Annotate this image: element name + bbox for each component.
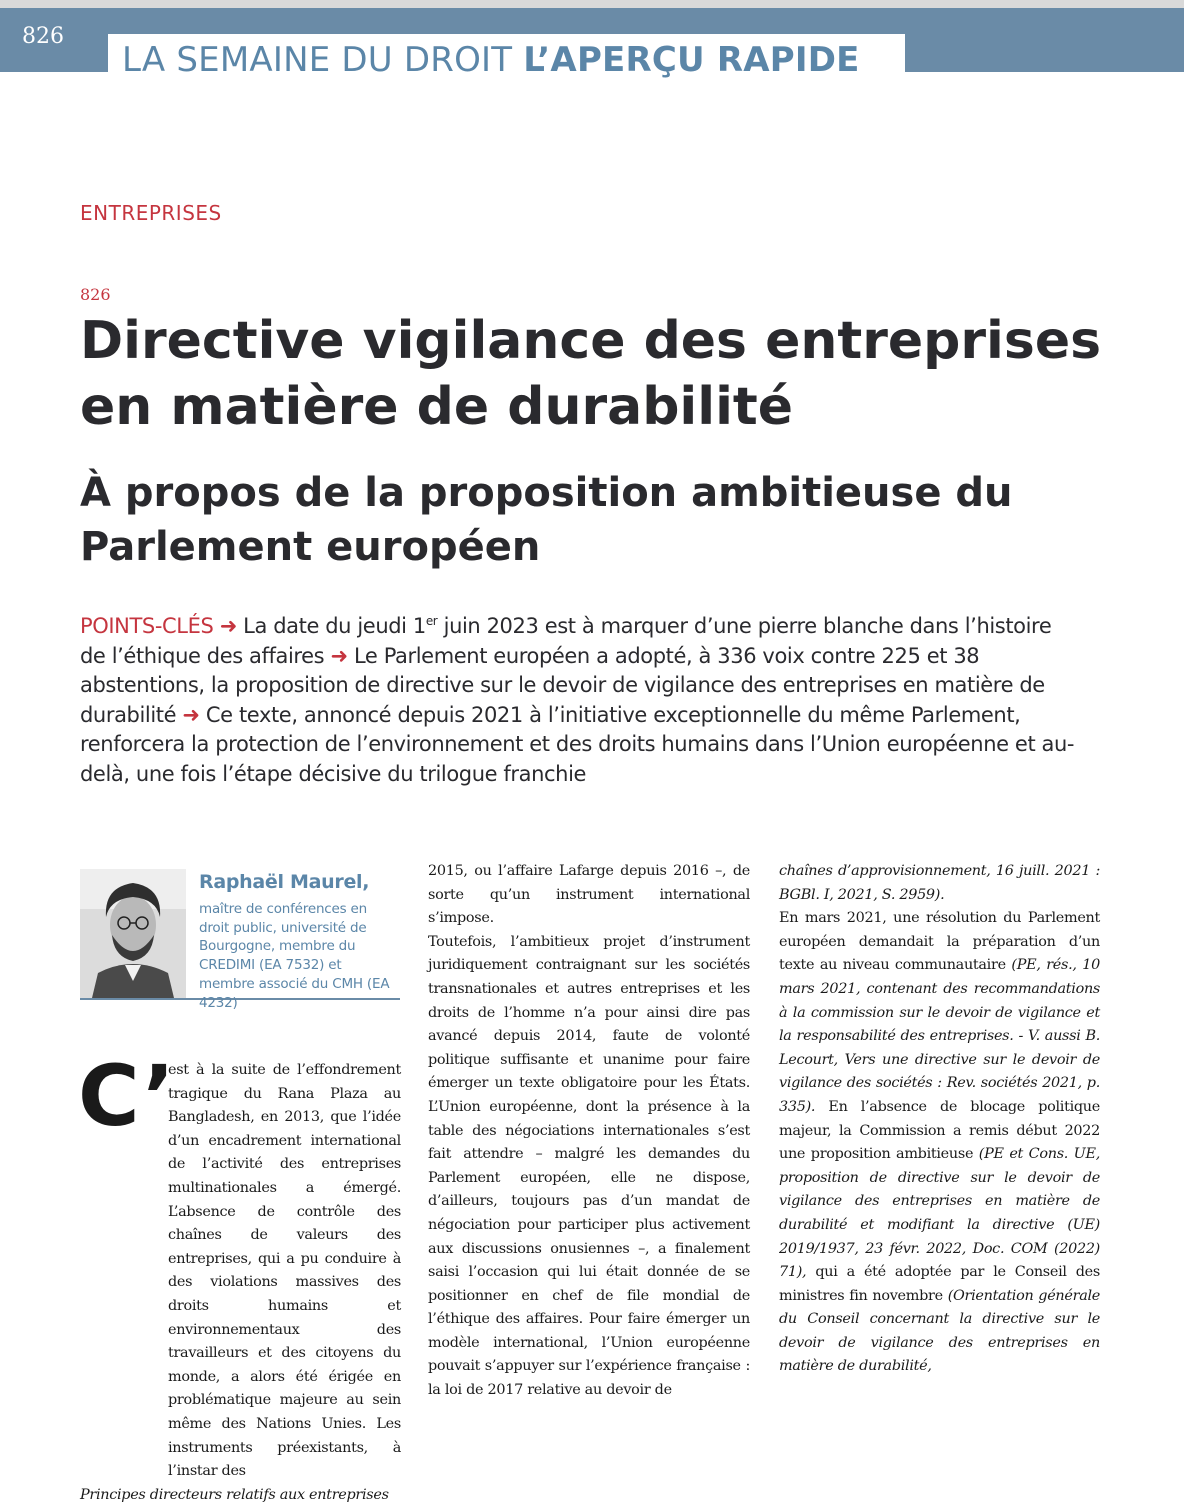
rubrique-label: ENTREPRISES bbox=[80, 201, 222, 225]
top-margin-strip bbox=[0, 0, 1184, 8]
text-span: En mars 2021, une résolution du Parlement européen demandait la préparation d’un texte au niveau communautaire bbox=[779, 910, 1100, 974]
author-photo bbox=[80, 869, 186, 998]
drop-cap: C’ bbox=[78, 1047, 175, 1145]
body-column-2 bbox=[428, 860, 750, 1403]
article-number: 826 bbox=[80, 285, 111, 304]
reference-italic: chaînes d’approvisionnement, 16 juill. 2021 : BGBl. I, 2021, S. 2959). bbox=[779, 863, 1100, 903]
arrow-icon: ➜ bbox=[182, 702, 200, 727]
reference-italic: (PE, rés., 10 mars 2021, contenant des recommandations à la commission sur le devoir de vigilance et la responsabilité des entreprises. - V. aussi B. Lecourt, Vers une directive sur le devoir de vigilance des sociétés : Rev. sociétés 2021, p. 335). bbox=[779, 957, 1101, 1115]
paragraph: 2015, ou l’affaire Lafarge depuis 2016 –, de sorte qu’un instrument international s’impose. bbox=[428, 863, 750, 927]
page-number: 826 bbox=[22, 24, 64, 49]
article-subtitle: À propos de la proposition ambitieuse du Parlement européen bbox=[80, 470, 1013, 570]
paragraph: Toutefois, l’ambitieux projet d’instrument juridiquement contraignant sur les sociétés transnationales et autres entreprises et les droits de l’homme n’a pour ainsi dire pas avancé depuis 2014, faute de volonté politique suffisante et unanime pour faire émerger un texte obligatoire pour les États. L’Union européenne, dont la présence à la table des négociations internationales s’est fait attendre – malgré les demandes du Parlement européen, elle ne dispose, d’ailleurs, toujours pas d’un mandat de négociation pour participer plus activement aux discussions onusiennes –, a finalement saisi l’occasion qui lui était donnée de se positionner en chef de file mondial de l’éthique des affaires. Pour faire émerger un modèle international, l’Union européenne pouvait s’appuyer sur l’expérience française : la loi de 2017 relative au devoir de bbox=[428, 933, 750, 1399]
key-point-2: Le Parlement européen a adopté, à 336 voix contre 225 et 38 abstentions, la proposition de directive sur le devoir de vigilance des entreprises en matière de durabilité bbox=[80, 643, 1045, 727]
key-point-3: Ce texte, annoncé depuis 2021 à l’initiative exceptionnelle du même Parlement, renforcera la protection de l’environnement et des droits humains dans l’Union européenne et au-delà, une fois l’étape décisive du trilogue franchie bbox=[80, 702, 1075, 786]
arrow-icon: ➜ bbox=[219, 614, 237, 638]
body-column-3 bbox=[779, 860, 1100, 1379]
reference-italic: (Orientation générale du Conseil concernant la directive sur le devoir de vigilance des entreprises en matière de durabilité, bbox=[779, 1287, 1100, 1375]
key-point-1a: La date du jeudi 1 bbox=[243, 614, 426, 638]
key-point-1b: juin 2023 est à marquer d’une pierre blanche dans l’histoire de l’éthique des affaires bbox=[80, 614, 1052, 668]
reference-italic: (PE et Cons. UE, proposition de directive sur le devoir de vigilance des entreprises en matière de durabilité et modifiant la directive (UE) 2019/1937, 23 févr. 2022, Doc. COM (2022) 71), bbox=[779, 1146, 1100, 1281]
text-span: En l’absence de blocage politique majeur, la Commission a remis début 2022 une proposition ambitieuse bbox=[779, 1098, 1100, 1163]
arrow-icon: ➜ bbox=[330, 643, 348, 668]
body-column-1 bbox=[80, 1059, 401, 1507]
paragraph bbox=[779, 860, 1100, 907]
author-box bbox=[80, 869, 400, 1011]
key-points bbox=[80, 607, 1080, 789]
article-title: Directive vigilance des entreprises en matière de durabilité bbox=[80, 311, 1102, 437]
key-points-label: POINTS-CLÉS bbox=[80, 614, 214, 638]
author-description: maître de conférences en droit public, université de Bourgogne, membre du CREDIMI (EA 7532) et membre associé du CMH (EA 4232) bbox=[199, 901, 390, 1011]
column-1-text: est à la suite de l’effondrement tragique du Rana Plaza au Bangladesh, en 2013, que l’idée d’un encadrement international de l’activité des entreprises multinationales a émergé. L’absence de contrôle des chaînes de valeurs des entreprises, qui a pu conduire à des violations massives des droits humains et environnementaux des travailleurs et des citoyens du monde, a alors été érigée en problématique majeure au sein même des Nations Unies. Les instruments préexistants, à l’instar des bbox=[168, 1062, 401, 1480]
journal-name: LA SEMAINE DU DROIT bbox=[122, 40, 513, 80]
paragraph bbox=[779, 907, 1100, 1379]
journal-title bbox=[122, 40, 860, 80]
journal-section: L’APERÇU RAPIDE bbox=[523, 40, 860, 80]
paragraph bbox=[80, 1059, 401, 1507]
key-point-1-sup: er bbox=[425, 614, 438, 628]
author-name: Raphaël Maurel, bbox=[199, 871, 370, 893]
text-span: qui a été adoptée par le Conseil des ministres fin novembre bbox=[779, 1264, 1100, 1304]
column-1-italic: Principes directeurs relatifs aux entreprises bbox=[80, 1486, 389, 1503]
